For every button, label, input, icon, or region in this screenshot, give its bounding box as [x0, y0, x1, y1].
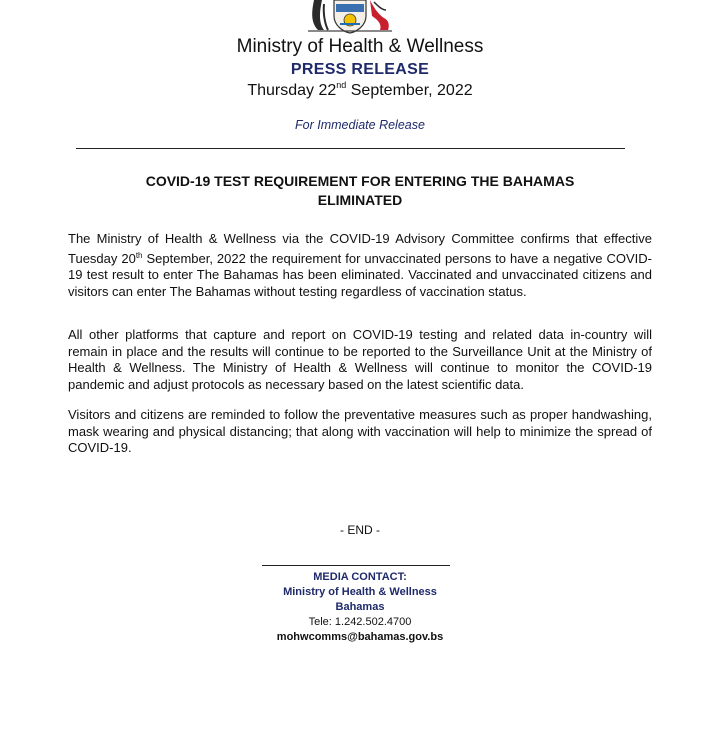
body-paragraph-2: All other platforms that capture and report on COVID-19 testing and related data in-country will remain in place and the results will continue to be reported to the Surveillance Unit at the Ministry of Health & Wellness. The Ministry of Health & Wellness will continue to monitor the COVID-19 pandemic and adjust protocols as necessary based on the latest scientific data. — [68, 327, 652, 392]
headline-line-1: COVID-19 TEST REQUIREMENT FOR ENTERING THE BAHAMAS — [145, 173, 575, 189]
headline — [90, 172, 630, 210]
immediate-release-label: For Immediate Release — [295, 118, 425, 132]
contact-email[interactable]: mohwcomms@bahamas.gov.bs — [276, 631, 444, 643]
body-paragraph-3: Visitors and citizens are reminded to follow the preventative measures such as proper handwashing, mask wearing and physical distancing; that along with vaccination will help to minimize the spread of COVID-19. — [68, 407, 652, 456]
release-date — [0, 80, 720, 100]
contact-divider — [262, 565, 450, 566]
headline-line-2: ELIMINATED — [317, 192, 403, 208]
date-ordinal: nd — [336, 80, 347, 90]
p1-part-b: September, 2022 the requirement for unvaccinated persons to have a negative COVID-19 test result to enter The Bahamas has been eliminated. Vaccinated and unvaccinated citizens and visitors can enter The Bahamas without testing regardless of vaccination status. — [68, 250, 652, 299]
contact-organization: Ministry of Health & Wellness — [283, 586, 437, 598]
p1-ordinal: th — [135, 250, 143, 260]
contact-country: Bahamas — [335, 601, 385, 613]
media-contact-label: MEDIA CONTACT: — [313, 571, 407, 583]
date-suffix: September, 2022 — [346, 82, 473, 99]
press-release-label: PRESS RELEASE — [290, 61, 430, 78]
body-paragraph-1 — [68, 231, 652, 300]
coat-of-arms-icon — [304, 0, 396, 34]
end-marker: - END - — [340, 523, 380, 537]
header-divider — [76, 148, 625, 149]
p1-part-a: The Ministry of Health & Wellness via the COVID-19 Advisory Committee confirms that effective Tuesday 20 — [68, 231, 652, 266]
ministry-name: Ministry of Health & Wellness — [236, 36, 484, 57]
contact-telephone: Tele: 1.242.502.4700 — [308, 616, 412, 628]
date-prefix: Thursday 22 — [247, 82, 337, 99]
media-contact-block — [0, 570, 720, 645]
